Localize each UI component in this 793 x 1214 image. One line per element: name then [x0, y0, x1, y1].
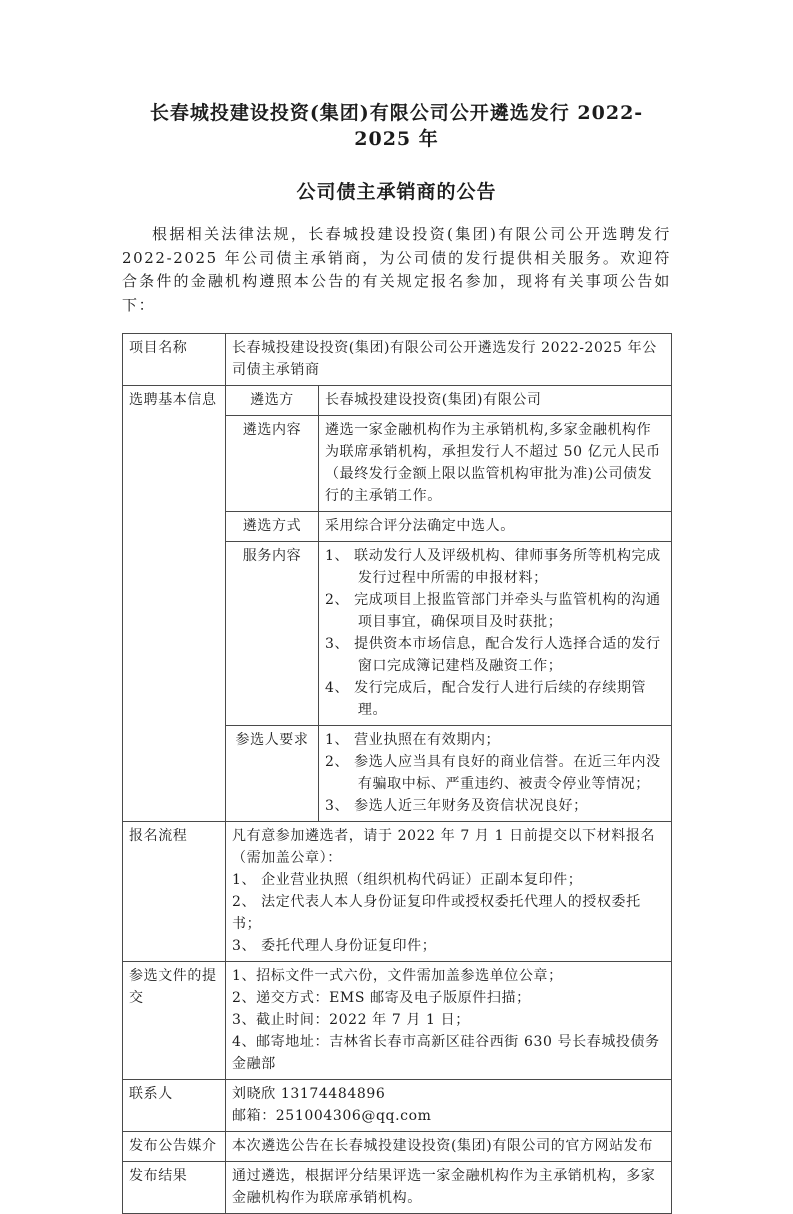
- table-row-result: [123, 1162, 672, 1214]
- submission-line-3: 3、截止时间：2022 年 7 月 1 日；: [232, 1012, 470, 1028]
- selection-content-value: 遴选一家金融机构作为主承销机构,多家金融机构作为联席承销机构，承担发行人不超过 50 亿元人民币（最终发行金额上限以监管机构审批为准)公司债发行的主承销工作。: [319, 416, 672, 512]
- table-row-submission: [123, 962, 672, 1080]
- table-row-project-name: [123, 334, 672, 386]
- service-item-3: 3、 提供资本市场信息，配合发行人选择合适的发行窗口完成簿记建档及融资工作；: [325, 636, 661, 674]
- media-value: 本次遴选公告在长春城投建设投资(集团)有限公司的官方网站发布: [226, 1132, 672, 1162]
- submission-line-1: 1、招标文件一式六份，文件需加盖参选单位公章；: [232, 968, 563, 984]
- service-item-1: 1、 联动发行人及评级机构、律师事务所等机构完成发行过程中所需的申报材料；: [325, 548, 661, 586]
- result-value: 通过遴选，根据评分结果评选一家金融机构作为主承销机构，多家金融机构作为联席承销机构。: [226, 1162, 672, 1214]
- service-content-value: [319, 542, 672, 726]
- service-item-4: 4、 发行完成后，配合发行人进行后续的存续期管理。: [325, 680, 647, 718]
- row-label-contact: 联系人: [123, 1080, 226, 1132]
- project-name-value: 长春城投建设投资(集团)有限公司公开遴选发行 2022-2025 年公司债主承销商: [226, 334, 672, 386]
- sublabel-selection-method: 遴选方式: [226, 512, 319, 542]
- row-label-registration: 报名流程: [123, 822, 226, 962]
- registration-line-4: 3、 委托代理人身份证复印件；: [232, 938, 437, 954]
- registration-value: [226, 822, 672, 962]
- submission-value: [226, 962, 672, 1080]
- registration-line-2: 1、 企业营业执照（组织机构代码证）正副本复印件；: [232, 872, 583, 888]
- row-label-basic-info: 选聘基本信息: [123, 386, 226, 822]
- document-title-line-2: 公司债主承销商的公告: [296, 181, 497, 203]
- row-label-media: 发布公告媒介: [123, 1132, 226, 1162]
- requirement-item-3: 3、 参选人近三年财务及资信状况良好；: [325, 798, 588, 814]
- participant-requirements-value: [319, 726, 672, 822]
- sublabel-service-content: 服务内容: [226, 542, 319, 726]
- requirement-item-2: 2、 参选人应当具有良好的商业信誉。在近三年内没有骗取中标、严重违约、被责令停业等情况；: [325, 754, 661, 792]
- registration-line-1: 凡有意参加遴选者，请于 2022 年 7 月 1 日前提交以下材料报名（需加盖公章）：: [232, 828, 656, 866]
- table-row-selector: [123, 386, 672, 416]
- sublabel-participant-requirements: 参选人要求: [226, 726, 319, 822]
- submission-line-2: 2、递交方式：EMS 邮寄及电子版原件扫描；: [232, 990, 531, 1006]
- intro-paragraph: 根据相关法律法规，长春城投建设投资(集团)有限公司公开选聘发行 2022-2025 年公司债主承销商，为公司债的发行提供相关服务。欢迎符合条件的金融机构遵照本公告的有关规定报名参加，现将有关事项公告如下：: [122, 225, 671, 314]
- document-page: [122, 100, 671, 1214]
- selection-method-value: 采用综合评分法确定中选人。: [319, 512, 672, 542]
- contact-name-phone: 刘晓欣 13174484896: [232, 1086, 386, 1102]
- requirement-item-1: 1、 营业执照在有效期内；: [325, 732, 501, 748]
- submission-line-4: 4、邮寄地址：吉林省长春市高新区硅谷西街 630 号长春城投债务金融部: [232, 1034, 660, 1072]
- table-row-registration: [123, 822, 672, 962]
- document-title-line-1: 长春城投建设投资(集团)有限公司公开遴选发行 2022-2025 年: [149, 102, 644, 150]
- contact-value: [226, 1080, 672, 1132]
- table-row-contact: [123, 1080, 672, 1132]
- table-row-media: [123, 1132, 672, 1162]
- announcement-table: [122, 333, 672, 1214]
- service-item-2: 2、 完成项目上报监管部门并牵头与监管机构的沟通项目事宜，确保项目及时获批；: [325, 592, 661, 630]
- contact-email: 邮箱：251004306@qq.com: [232, 1108, 432, 1124]
- row-label-submission: 参选文件的提交: [123, 962, 226, 1080]
- sublabel-selection-content: 遴选内容: [226, 416, 319, 512]
- row-label-project-name: 项目名称: [123, 334, 226, 386]
- row-label-result: 发布结果: [123, 1162, 226, 1214]
- registration-line-3: 2、 法定代表人本人身份证复印件或授权委托代理人的授权委托书；: [232, 894, 641, 932]
- selector-value: 长春城投建设投资(集团)有限公司: [319, 386, 672, 416]
- sublabel-selector: 遴选方: [226, 386, 319, 416]
